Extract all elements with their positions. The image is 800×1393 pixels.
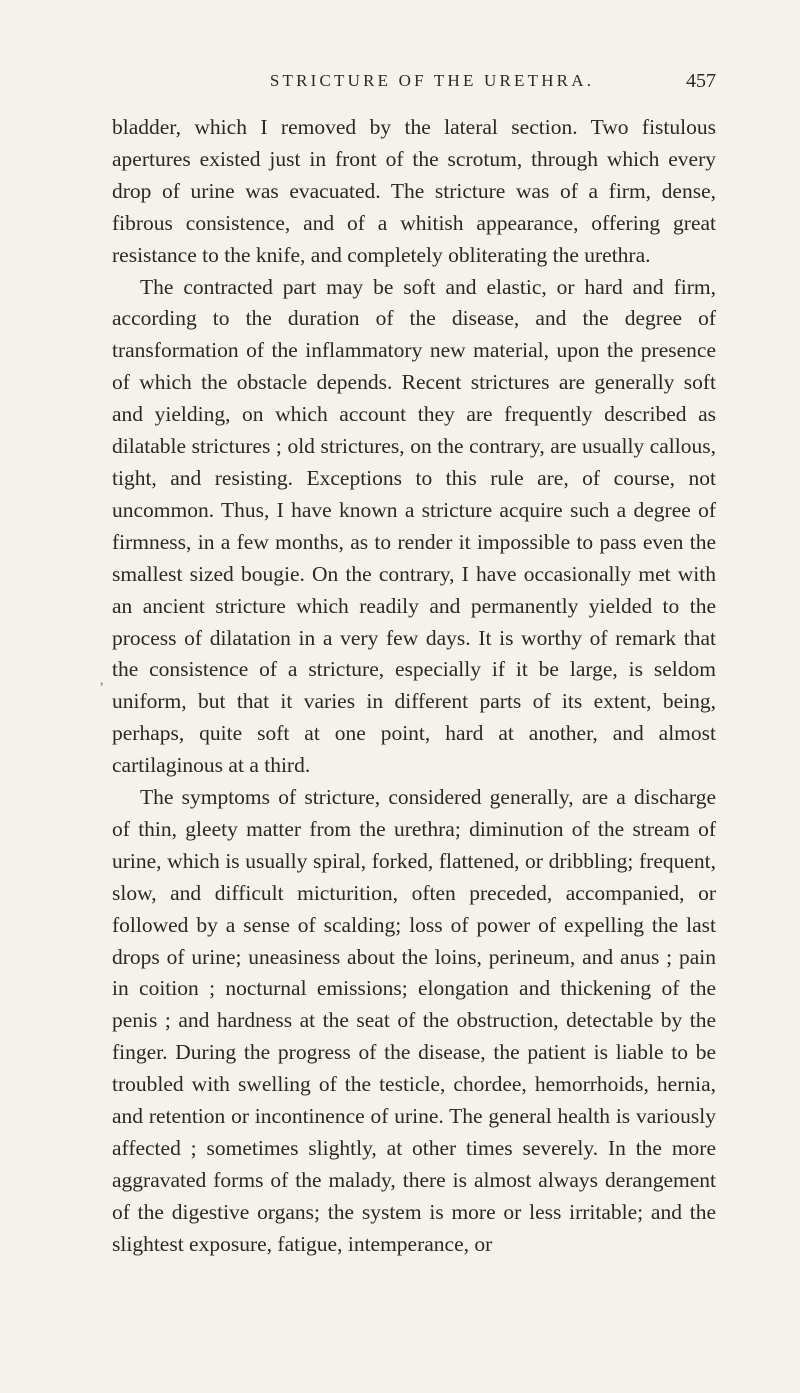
- running-head: [148, 66, 716, 96]
- margin-mark: ,: [100, 673, 104, 688]
- page-number: 457: [686, 70, 716, 92]
- body-text: [112, 112, 716, 1261]
- running-title: STRICTURE OF THE URETHRA.: [269, 71, 595, 90]
- paragraph-continued: bladder, which I removed by the lateral section. Two fistulous apertures existed just in front of the scrotum, through which every drop of urine was evacuated. The stricture was of a firm, dense, fibrous consistence, and of a whitish appearance, offering great resistance to the knife, and completely obliterating the urethra.: [112, 115, 716, 267]
- paragraph-consistence: The contracted part may be soft and elastic, or hard and firm, according to the duration of the disease, and the degree of transformation of the inflammatory new material, upon the presence of which the obstacle depends. Recent strictures are generally soft and yielding, on which account they are frequently described as dilatable strictures ; old strictures, on the contrary, are usually callous, tight, and resisting. Exceptions to this rule are, of course, not uncommon. Thus, I have known a stricture acquire such a degree of firmness, in a few months, as to render it impossible to pass even the smallest sized bougie. On the contrary, I have occasionally met with an ancient stricture which readily and permanently yielded to the process of dilatation in a very few days. It is worthy of remark that the consistence of a stricture, especially if it be large, is seldom uniform, but that it varies in different parts of its extent, being, perhaps, quite soft at one point, hard at another, and almost cartilaginous at a third.: [112, 274, 716, 778]
- paragraph-symptoms: The symptoms of stricture, considered generally, are a discharge of thin, gleety matter from the urethra; diminution of the stream of urine, which is usually spiral, forked, flattened, or dribbling; frequent, slow, and difficult micturition, often preceded, accompanied, or followed by a sense of scalding; loss of power of expelling the last drops of urine; uneasiness about the loins, perineum, and anus ; pain in coition ; nocturnal emissions; elongation and thickening of the penis ; and hardness at the seat of the obstruction, detectable by the finger. During the progress of the disease, the patient is liable to be troubled with swelling of the testicle, chordee, hemorrhoids, hernia, and retention or incontinence of urine. The general health is variously affected ; sometimes slightly, at other times severely. In the more aggravated forms of the malady, there is almost always derangement of the digestive organs; the system is more or less irritable; and the slightest exposure, fatigue, intemperance, or: [112, 785, 716, 1256]
